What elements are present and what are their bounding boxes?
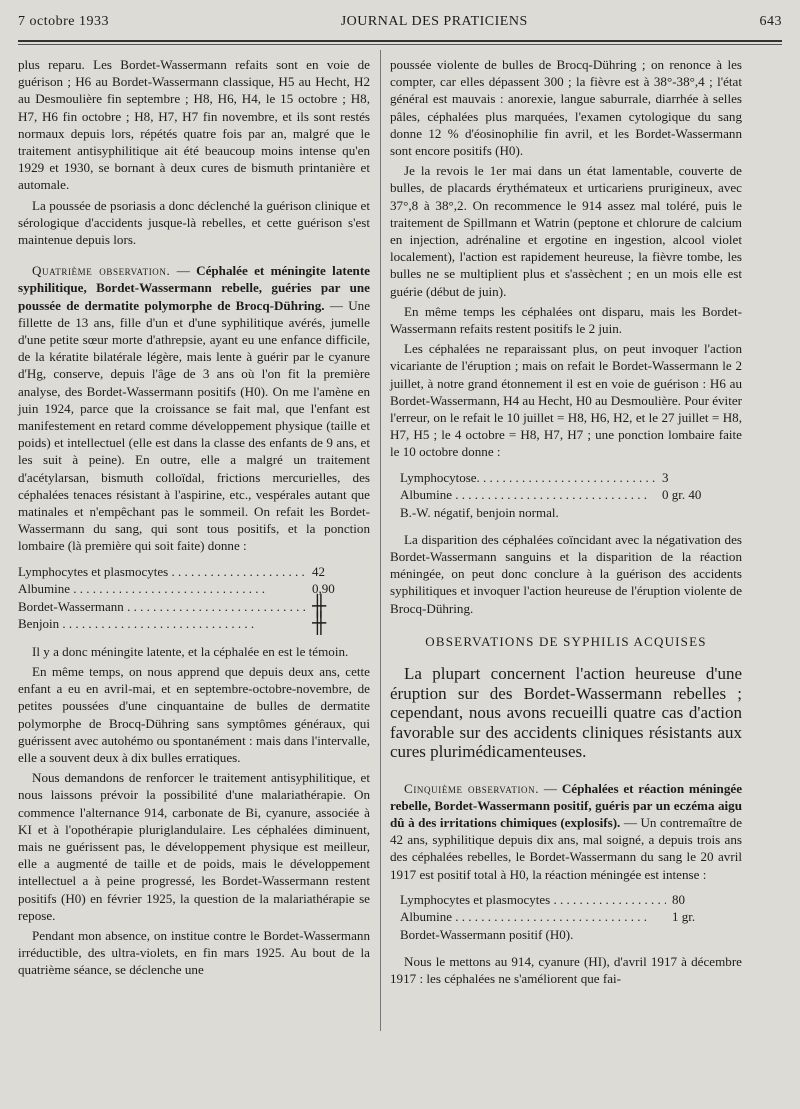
table-row: [400, 891, 742, 909]
table-row: [18, 612, 370, 635]
csf-results-table: [390, 891, 742, 943]
header-date: 7 octobre 1933: [18, 14, 109, 29]
row-label: Albumine . . .: [18, 580, 306, 598]
header-journal-title: JOURNAL DES PRATICIENS: [340, 14, 528, 29]
row-value: 0,90: [312, 581, 335, 597]
observation-title: Céphalée et méningite latente syphilitique, Bordet-Wassermann rebelle, guéries par une poussée de dermatite polymorphe de Brocq-Dühring.: [18, 263, 370, 313]
csf-followup-table: [390, 469, 742, 521]
observation-label: Cinquième observation.: [404, 780, 540, 796]
observation-heading: Cinquième observation. — Céphalées et réaction méningée rebelle, Bordet-Wassermann positif, guéris par un eczéma aigu dû à des irritations chimiques (explosifs). — Un contremaître de 42 ans, syphilitique depuis dix ans, mal soigné, a depuis trois ans des céphalées rebelles, le Bordet-Wassermann du sang le 20 avril 1917 est positif total à H0, la réaction méningée est intense :: [390, 780, 743, 882]
row-value: 0 gr. 40: [662, 487, 702, 503]
table-note: B.-W. négatif, benjoin normal.: [400, 504, 559, 520]
paragraph: Nous le mettons au 914, cyanure (HI), d'avril 1917 à décembre 1917 : les céphalées ne s'améliorent que fai-: [390, 954, 742, 987]
row-label: Albumine . . .: [400, 908, 666, 926]
paragraph: Un contremaître de 42 ans, syphilitique depuis dix ans, mal soigné, a depuis trois ans des céphalées rebelles, le Bordet-Wassermann du sang le 20 avril 1917 est positif total à H0, la réaction méningée est intense :: [390, 815, 743, 882]
header-rule: [18, 40, 782, 42]
observation-heading: Quatrième observation. — Céphalée et méningite latente syphilitique, Bordet-Wassermann rebelle, guéries par une poussée de dermatite polymorphe de Brocq-Dühring. — Une fillette de 13 ans, fille d'un et d'une syphilitique avérés, jumelle d'une petite sœur morte d'athrepsie, ayant eu une enfance difficile, de la kératite bilatérale légère, mais lente à guérir par le cyanure d'Hg, conserve, depuis l'âge de 3 ans où l'on fit la première analyse, des Bordet-Wassermann positifs (H0). On me l'amène en juin 1924, parce que la croissance se fait mal, que l'enfant est manifestement en retard comme développement physique (taille et poids) et intellectuel (elle est dans la classe des enfants de 9 ans, et les suit à peine). En outre, elle a malgré un traitement d'acétylarsan, bismuth colloïdal, frictions mercurielles, des céphalées tenaces résistant à l'aspirine, etc., vespérales autant que matinales et n'empêchant pas le sommeil. On refait les Bordet-Wassermann du sang, qui sont tous positifs, et la ponction lombaire (là première qui soit faite) donne :: [18, 263, 371, 554]
paragraph: En même temps, on nous apprend que depuis deux ans, cette enfant a eu en avril-mai, et en septembre-octobre-novembre, de petites poussées d'une cinquantaine de bulles de dermatite polymorphe de Brocq-Dühring sans symptômes généraux, qui guérissent avec autohémo ou spontanément : mais dans l'intervalle, elle a souvent deux à dix bulles erratiques.: [18, 663, 370, 765]
row-value: 42: [312, 563, 325, 579]
row-value: 1 gr.: [672, 909, 696, 925]
row-label: Benjoin . . .: [18, 615, 306, 633]
paragraph: Les céphalées ne reparaissant plus, on peut invoquer l'action vicariante de l'éruption ; mais on refait le Bordet-Wassermann le 2 juillet, à notre grand étonnement il est en voie de guérison : H6 au Bordet-Wassermann, H4 au Hecht, H0 au Desmoulière. Pour éviter l'erreur, on le refait le 10 juillet = H8, H6, H2, et le 27 juillet = H8, H7, H5 ; le 4 octobre = H8, H7, H7 ; une ponction lombaire faite le 10 octobre donne :: [390, 341, 743, 460]
paragraph: Pendant mon absence, on institue contre le Bordet-Wassermann irréductible, des ultra-violets, en fin mars 1925. Au bout de la quatrième séance, se déclenche une: [18, 927, 370, 978]
running-header: [18, 14, 782, 38]
row-label: Bordet-Wassermann . . .: [18, 598, 306, 616]
lead-paragraph: La plupart concernent l'action heureuse d'une éruption sur des Bordet-Wassermann rebelles ; cependant, nous avons recueilli quatre cas d'action favorable sur des accidents cliniques résistants aux cures plurimédicamenteuses.: [390, 664, 742, 762]
table-row: [400, 908, 742, 926]
row-value: 80: [672, 891, 685, 907]
paragraph: Il y a donc méningite latente, et la céphalée en est le témoin.: [32, 643, 349, 659]
observation-label: Quatrième observation.: [32, 263, 171, 279]
row-label: Albumine . . .: [400, 486, 656, 504]
paragraph: Nous demandons de renforcer le traitement antisyphilitique, et nous laissons prévoir la possibilité d'une malariathérapie. On commence l'alternance 914, carbonate de Bi, cyanure, associée à KI et à l'opothérapie pluriglandulaire. Les céphalées diminuent, mais ne guérissent pas, le développement physique est meilleur, elle a augmenté de taille et de poids, mais le développement intellectuel a à peine progressé, les Bordet-Wassermann restent positifs (H0) en février 1925, la question de la malariathérapie se repose.: [18, 770, 370, 923]
column-divider: [380, 50, 381, 1031]
paragraph: En même temps les céphalées ont disparu, mais les Bordet-Wassermann refaits restent positifs le 2 juin.: [390, 303, 742, 337]
header-page-number: 643: [759, 14, 782, 29]
csf-results-table: [18, 563, 370, 633]
header-rule-thin: [18, 44, 782, 45]
row-value: 3: [662, 469, 669, 485]
paragraph: Une fillette de 13 ans, fille d'un et d'une syphilitique avérés, jumelle d'une petite sœur morte d'athrepsie, ayant eu une enfance difficile, de la kératite bilatérale légère, mais lente à guérir par le cyanure d'Hg, conserve, depuis l'âge de 3 ans où l'on fit la première analyse, des Bordet-Wassermann positifs (H0). On me l'amène en juin 1924, parce que la croissance se fait mal, que l'enfant est manifestement en retard comme développement physique (taille et poids) et intellectuel (elle est dans la classe des enfants de 9 ans, et les suit à peine). En outre, elle a malgré un traitement d'acétylarsan, bismuth colloïdal, frictions mercurielles, des céphalées tenaces résistant à l'aspirine, etc., vespérales autant que matinales et n'empêchant pas le sommeil. On refait les Bordet-Wassermann du sang, qui sont tous positifs, et la ponction lombaire (là première qui soit faite) donne :: [18, 297, 371, 554]
row-label: Lymphocytes et plasmocytes . . .: [400, 891, 666, 909]
left-column: [18, 56, 370, 982]
paragraph: Je la revois le 1er mai dans un état lamentable, couverte de bulles, de placards érythémateux et urticariens prurigineux, avec 37°,8 à 38°,2. On recommence le 914 assez mal toléré, puis le traitement de Spillmann et Watrin (peptone et chlorure de calcium en injection, adrénaline et ergotine en ingestion, alcool violet localement), l'action est rapidement heureuse, la fièvre tombe, les bulles ne se multiplient plus et s'assèchent ; en un mois elle est guérie (début de juin).: [390, 163, 742, 299]
row-label: Lymphocytose. . . .: [400, 469, 656, 487]
table-row: [18, 563, 370, 581]
row-value: ╫: [312, 594, 327, 617]
table-row: [400, 469, 742, 487]
paragraph: La disparition des céphalées coïncidant avec la négativation des Bordet-Wassermann sanguins et la disparition de la réaction méningée, on peut donc conclure à la guérison des accidents syphilitiques et invoquer l'action heureuse de l'éruption violente de Brocq-Dühring.: [390, 531, 742, 616]
paragraph: plus reparu. Les Bordet-Wassermann refaits sont en voie de guérison ; H6 au Bordet-Wassermann classique, H5 au Hecht, H2 au Desmoulière fin septembre ; H8, H6, H4, le 15 octobre ; H8, H7, H6 fin octobre ; H8, H7, H7 fin novembre, et ils sont restés normaux depuis lors, répétés quatre fois par an, malgré que le traitement antisyphilitique ait été beaucoup moins intense qu'en 1929 et 1930, se bornant à deux cures de bismuth printanière et automale.: [18, 57, 370, 193]
row-value: ╫: [312, 612, 327, 635]
right-column: [390, 56, 742, 990]
table-row: [400, 486, 742, 504]
observation-title: Céphalées et réaction méningée rebelle, Bordet-Wassermann positif, guéris par un eczéma aigu dû à des irritations chimiques (explosifs).: [390, 780, 743, 830]
paragraph: La poussée de psoriasis a donc déclenché la guérison clinique et sérologique d'accidents jusque-là rebelles, et cette guérison s'est maintenue depuis lors.: [18, 197, 370, 248]
row-label: Lymphocytes et plasmocytes . . .: [18, 563, 306, 581]
section-heading: OBSERVATIONS DE SYPHILIS ACQUISES: [425, 633, 707, 649]
table-note: Bordet-Wassermann positif (H0).: [400, 926, 574, 942]
paragraph: poussée violente de bulles de Brocq-Dühring ; on renonce à les compter, car elles dépassent 300 ; la fièvre est à 38°-38°,4 ; l'état général est mauvais : anorexie, langue saburrale, diarrhée à selles pâles, céphalées plus marquées, l'examen cytologique du sang donne 12 % d'éosinophilie fin avril, et les Bordet-Wassermann sont encore positifs (H0).: [390, 57, 742, 159]
